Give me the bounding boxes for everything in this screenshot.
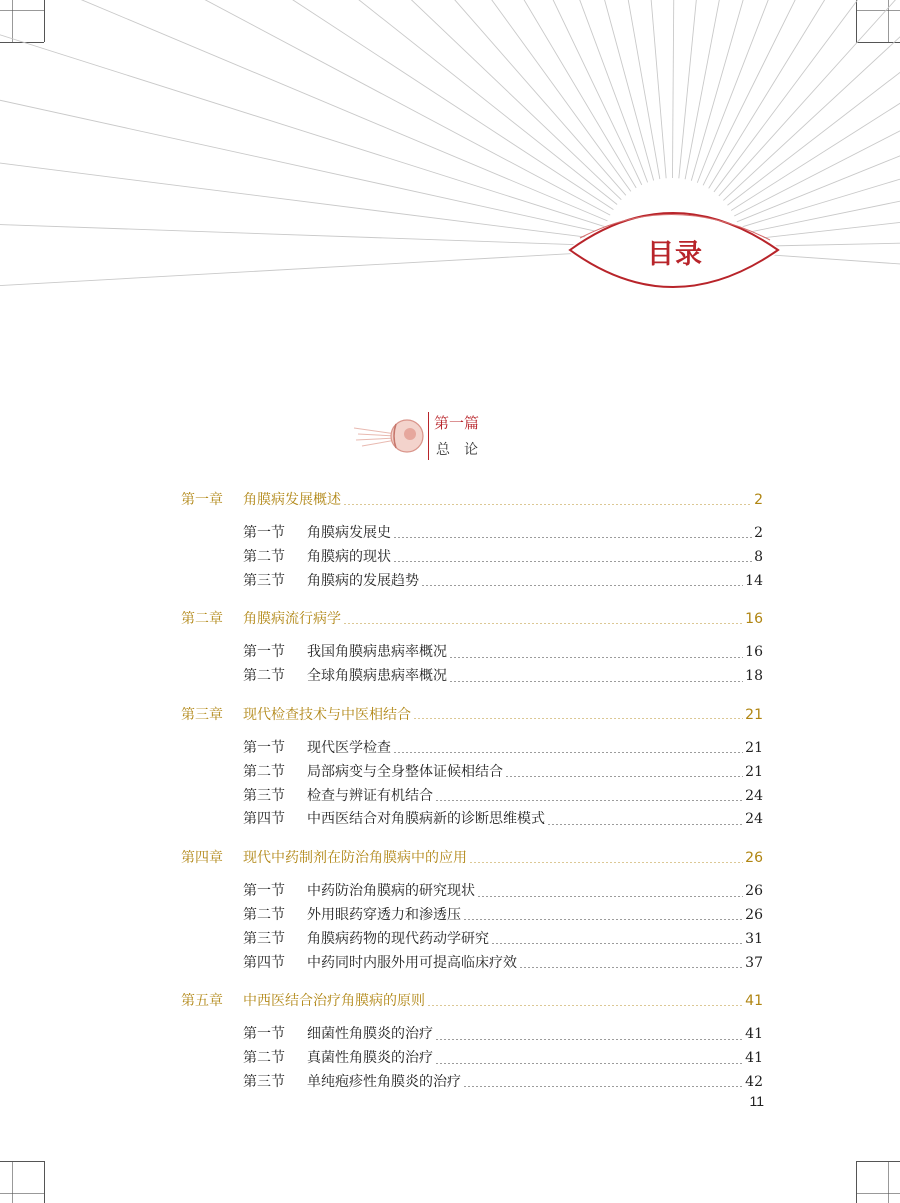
dot-leader bbox=[435, 1063, 743, 1064]
chapter-label: 第五章 bbox=[181, 993, 223, 1010]
crop-mark bbox=[888, 1161, 889, 1203]
section-label: 第二节 bbox=[243, 763, 285, 780]
crop-mark bbox=[0, 1161, 44, 1162]
sunburst-ray bbox=[0, 0, 605, 227]
section-page: 21 bbox=[745, 763, 763, 780]
section-page: 18 bbox=[745, 668, 763, 685]
toc-section-row[interactable] bbox=[181, 1047, 763, 1071]
sunburst-ray bbox=[143, 0, 631, 191]
sunburst-ray bbox=[0, 217, 602, 246]
crop-mark bbox=[856, 1161, 900, 1162]
section-title: 现代医学检查 bbox=[307, 739, 391, 756]
dot-leader bbox=[469, 862, 743, 863]
dot-leader bbox=[421, 585, 743, 586]
toc-chapter-row[interactable] bbox=[181, 988, 763, 1014]
section-page: 21 bbox=[745, 739, 763, 756]
section-title: 中药防治角膜病的研究现状 bbox=[307, 883, 475, 900]
section-label: 第二节 bbox=[243, 1050, 285, 1067]
toc-section-row[interactable] bbox=[181, 1071, 763, 1095]
part-number: 第一篇 bbox=[434, 414, 480, 432]
section-title: 细菌性角膜炎的治疗 bbox=[307, 1026, 433, 1043]
part-header bbox=[352, 408, 552, 464]
sunburst-ray bbox=[0, 135, 603, 239]
chapter-page: 2 bbox=[754, 492, 763, 508]
section-page: 42 bbox=[745, 1073, 763, 1090]
toc-chapter-row[interactable] bbox=[181, 845, 763, 871]
section-page: 37 bbox=[745, 954, 763, 971]
chapter-label: 第四章 bbox=[181, 850, 223, 867]
part-divider bbox=[428, 412, 429, 460]
section-page: 31 bbox=[745, 930, 763, 947]
section-label: 第二节 bbox=[243, 906, 285, 923]
section-title: 全球角膜病患病率概况 bbox=[307, 668, 447, 685]
crop-mark bbox=[44, 1161, 45, 1203]
sunburst-ray bbox=[436, 0, 654, 180]
section-title: 角膜病药物的现代药动学研究 bbox=[307, 930, 489, 947]
section-title: 检查与辨证有机结合 bbox=[307, 787, 433, 804]
section-title: 单纯疱疹性角膜炎的治疗 bbox=[307, 1073, 461, 1090]
toc-section-row[interactable] bbox=[181, 522, 763, 546]
part-name: 总论 bbox=[436, 442, 492, 458]
sunburst-ray bbox=[0, 0, 617, 205]
section-label: 第一节 bbox=[243, 739, 285, 756]
sunburst-ray bbox=[734, 0, 900, 216]
dot-leader bbox=[449, 657, 743, 658]
toc-section-row[interactable] bbox=[181, 665, 763, 689]
toc-section-row[interactable] bbox=[181, 785, 763, 809]
chapter-page: 21 bbox=[745, 706, 763, 723]
chapter-title: 角膜病流行病学 bbox=[243, 611, 341, 628]
sunburst-ray bbox=[79, 0, 626, 195]
section-title: 中药同时内服外用可提高临床疗效 bbox=[307, 954, 517, 971]
toc-section-row[interactable] bbox=[181, 641, 763, 665]
sunburst-ray bbox=[741, 67, 900, 234]
page-number: 11 bbox=[749, 1093, 764, 1109]
chapter-title: 角膜病发展概述 bbox=[243, 492, 341, 508]
section-title: 中西医结合对角膜病新的诊断思维模式 bbox=[307, 811, 545, 828]
toc-chapter-row[interactable] bbox=[181, 606, 763, 632]
dot-leader bbox=[477, 896, 743, 897]
page-title: 目录 bbox=[647, 239, 703, 270]
sunburst-ray bbox=[0, 0, 610, 215]
section-label: 第三节 bbox=[243, 930, 285, 947]
toc-section-row[interactable] bbox=[181, 904, 763, 928]
sunburst-ray bbox=[742, 253, 900, 311]
sunburst-ray bbox=[211, 0, 636, 188]
section-title: 角膜病的现状 bbox=[307, 548, 391, 565]
toc-section-row[interactable] bbox=[181, 546, 763, 570]
section-page: 2 bbox=[754, 525, 763, 541]
toc-section-row[interactable] bbox=[181, 737, 763, 761]
chapter-title: 现代检查技术与中医相结合 bbox=[243, 706, 411, 723]
chapter-page: 26 bbox=[745, 850, 763, 867]
dot-leader bbox=[491, 943, 743, 944]
section-label: 第三节 bbox=[243, 572, 285, 589]
section-title: 真菌性角膜炎的治疗 bbox=[307, 1050, 433, 1067]
toc-section-row[interactable] bbox=[181, 1023, 763, 1047]
section-title: 我国角膜病患病率概况 bbox=[307, 644, 447, 661]
chapter-label: 第一章 bbox=[181, 492, 223, 508]
dot-leader bbox=[463, 1086, 743, 1087]
crop-mark bbox=[856, 1193, 900, 1194]
dot-leader bbox=[393, 537, 752, 538]
section-label: 第一节 bbox=[243, 644, 285, 661]
dot-leader bbox=[463, 919, 743, 920]
dot-leader bbox=[547, 824, 743, 825]
dot-leader bbox=[505, 776, 743, 777]
toc-chapter-row[interactable] bbox=[181, 702, 763, 728]
sunburst-ray bbox=[20, 0, 621, 200]
toc-section-row[interactable] bbox=[181, 952, 763, 976]
dot-leader bbox=[449, 681, 743, 682]
table-of-contents bbox=[181, 487, 763, 1095]
section-page: 16 bbox=[745, 644, 763, 661]
sunburst-ray bbox=[283, 0, 642, 185]
dot-leader bbox=[519, 967, 743, 968]
toc-section-row[interactable] bbox=[181, 808, 763, 832]
chapter-page: 16 bbox=[745, 611, 763, 628]
crop-mark bbox=[12, 1161, 13, 1203]
chapter-label: 第三章 bbox=[181, 706, 223, 723]
sunburst-ray bbox=[679, 0, 760, 178]
section-page: 14 bbox=[745, 572, 763, 589]
dot-leader bbox=[393, 752, 743, 753]
section-page: 24 bbox=[745, 787, 763, 804]
dot-leader bbox=[427, 1005, 743, 1006]
sunburst-decoration bbox=[0, 0, 900, 320]
dot-leader bbox=[393, 561, 752, 562]
section-page: 26 bbox=[745, 883, 763, 900]
dot-leader bbox=[435, 800, 743, 801]
section-page: 24 bbox=[745, 811, 763, 828]
sunburst-ray bbox=[685, 0, 841, 179]
section-page: 41 bbox=[745, 1026, 763, 1043]
sunburst-ray bbox=[697, 0, 900, 183]
chapter-title: 现代中药制剂在防治角膜病中的应用 bbox=[243, 850, 467, 867]
toc-section-row[interactable] bbox=[181, 761, 763, 785]
section-page: 26 bbox=[745, 906, 763, 923]
section-label: 第三节 bbox=[243, 1073, 285, 1090]
toc-section-row[interactable] bbox=[181, 570, 763, 594]
crop-mark bbox=[0, 1193, 44, 1194]
sunburst-ray bbox=[739, 0, 900, 228]
section-label: 第一节 bbox=[243, 883, 285, 900]
eye-cross-section-icon bbox=[352, 408, 432, 464]
section-page: 41 bbox=[745, 1050, 763, 1067]
toc-section-row[interactable] bbox=[181, 928, 763, 952]
chapter-title: 中西医结合治疗角膜病的原则 bbox=[243, 993, 425, 1010]
chapter-label: 第二章 bbox=[181, 611, 223, 628]
sunburst-ray bbox=[737, 0, 900, 222]
sunburst-ray bbox=[597, 0, 666, 178]
section-label: 第三节 bbox=[243, 787, 285, 804]
section-title: 外用眼药穿透力和渗透压 bbox=[307, 906, 461, 923]
sunburst-ray bbox=[0, 252, 602, 298]
section-label: 第二节 bbox=[243, 668, 285, 685]
section-label: 第一节 bbox=[243, 525, 285, 541]
section-title: 局部病变与全身整体证候相结合 bbox=[307, 763, 503, 780]
sunburst-ray bbox=[727, 0, 900, 205]
dot-leader bbox=[343, 623, 743, 624]
dot-leader bbox=[413, 718, 743, 719]
chapter-page: 41 bbox=[745, 993, 763, 1010]
section-label: 第四节 bbox=[243, 954, 285, 971]
section-page: 8 bbox=[754, 548, 763, 565]
section-title: 角膜病的发展趋势 bbox=[307, 572, 419, 589]
toc-section-row[interactable] bbox=[181, 880, 763, 904]
section-title: 角膜病发展史 bbox=[307, 525, 391, 541]
dot-leader bbox=[343, 504, 752, 505]
section-label: 第一节 bbox=[243, 1026, 285, 1043]
sunburst-ray bbox=[723, 0, 900, 200]
dot-leader bbox=[435, 1039, 743, 1040]
sunburst-ray bbox=[691, 0, 900, 181]
sunburst-ray bbox=[731, 0, 900, 210]
toc-chapter-row[interactable] bbox=[181, 487, 763, 513]
section-label: 第四节 bbox=[243, 811, 285, 828]
sunburst-ray bbox=[672, 0, 678, 178]
section-label: 第二节 bbox=[243, 548, 285, 565]
crop-mark bbox=[856, 1161, 857, 1203]
